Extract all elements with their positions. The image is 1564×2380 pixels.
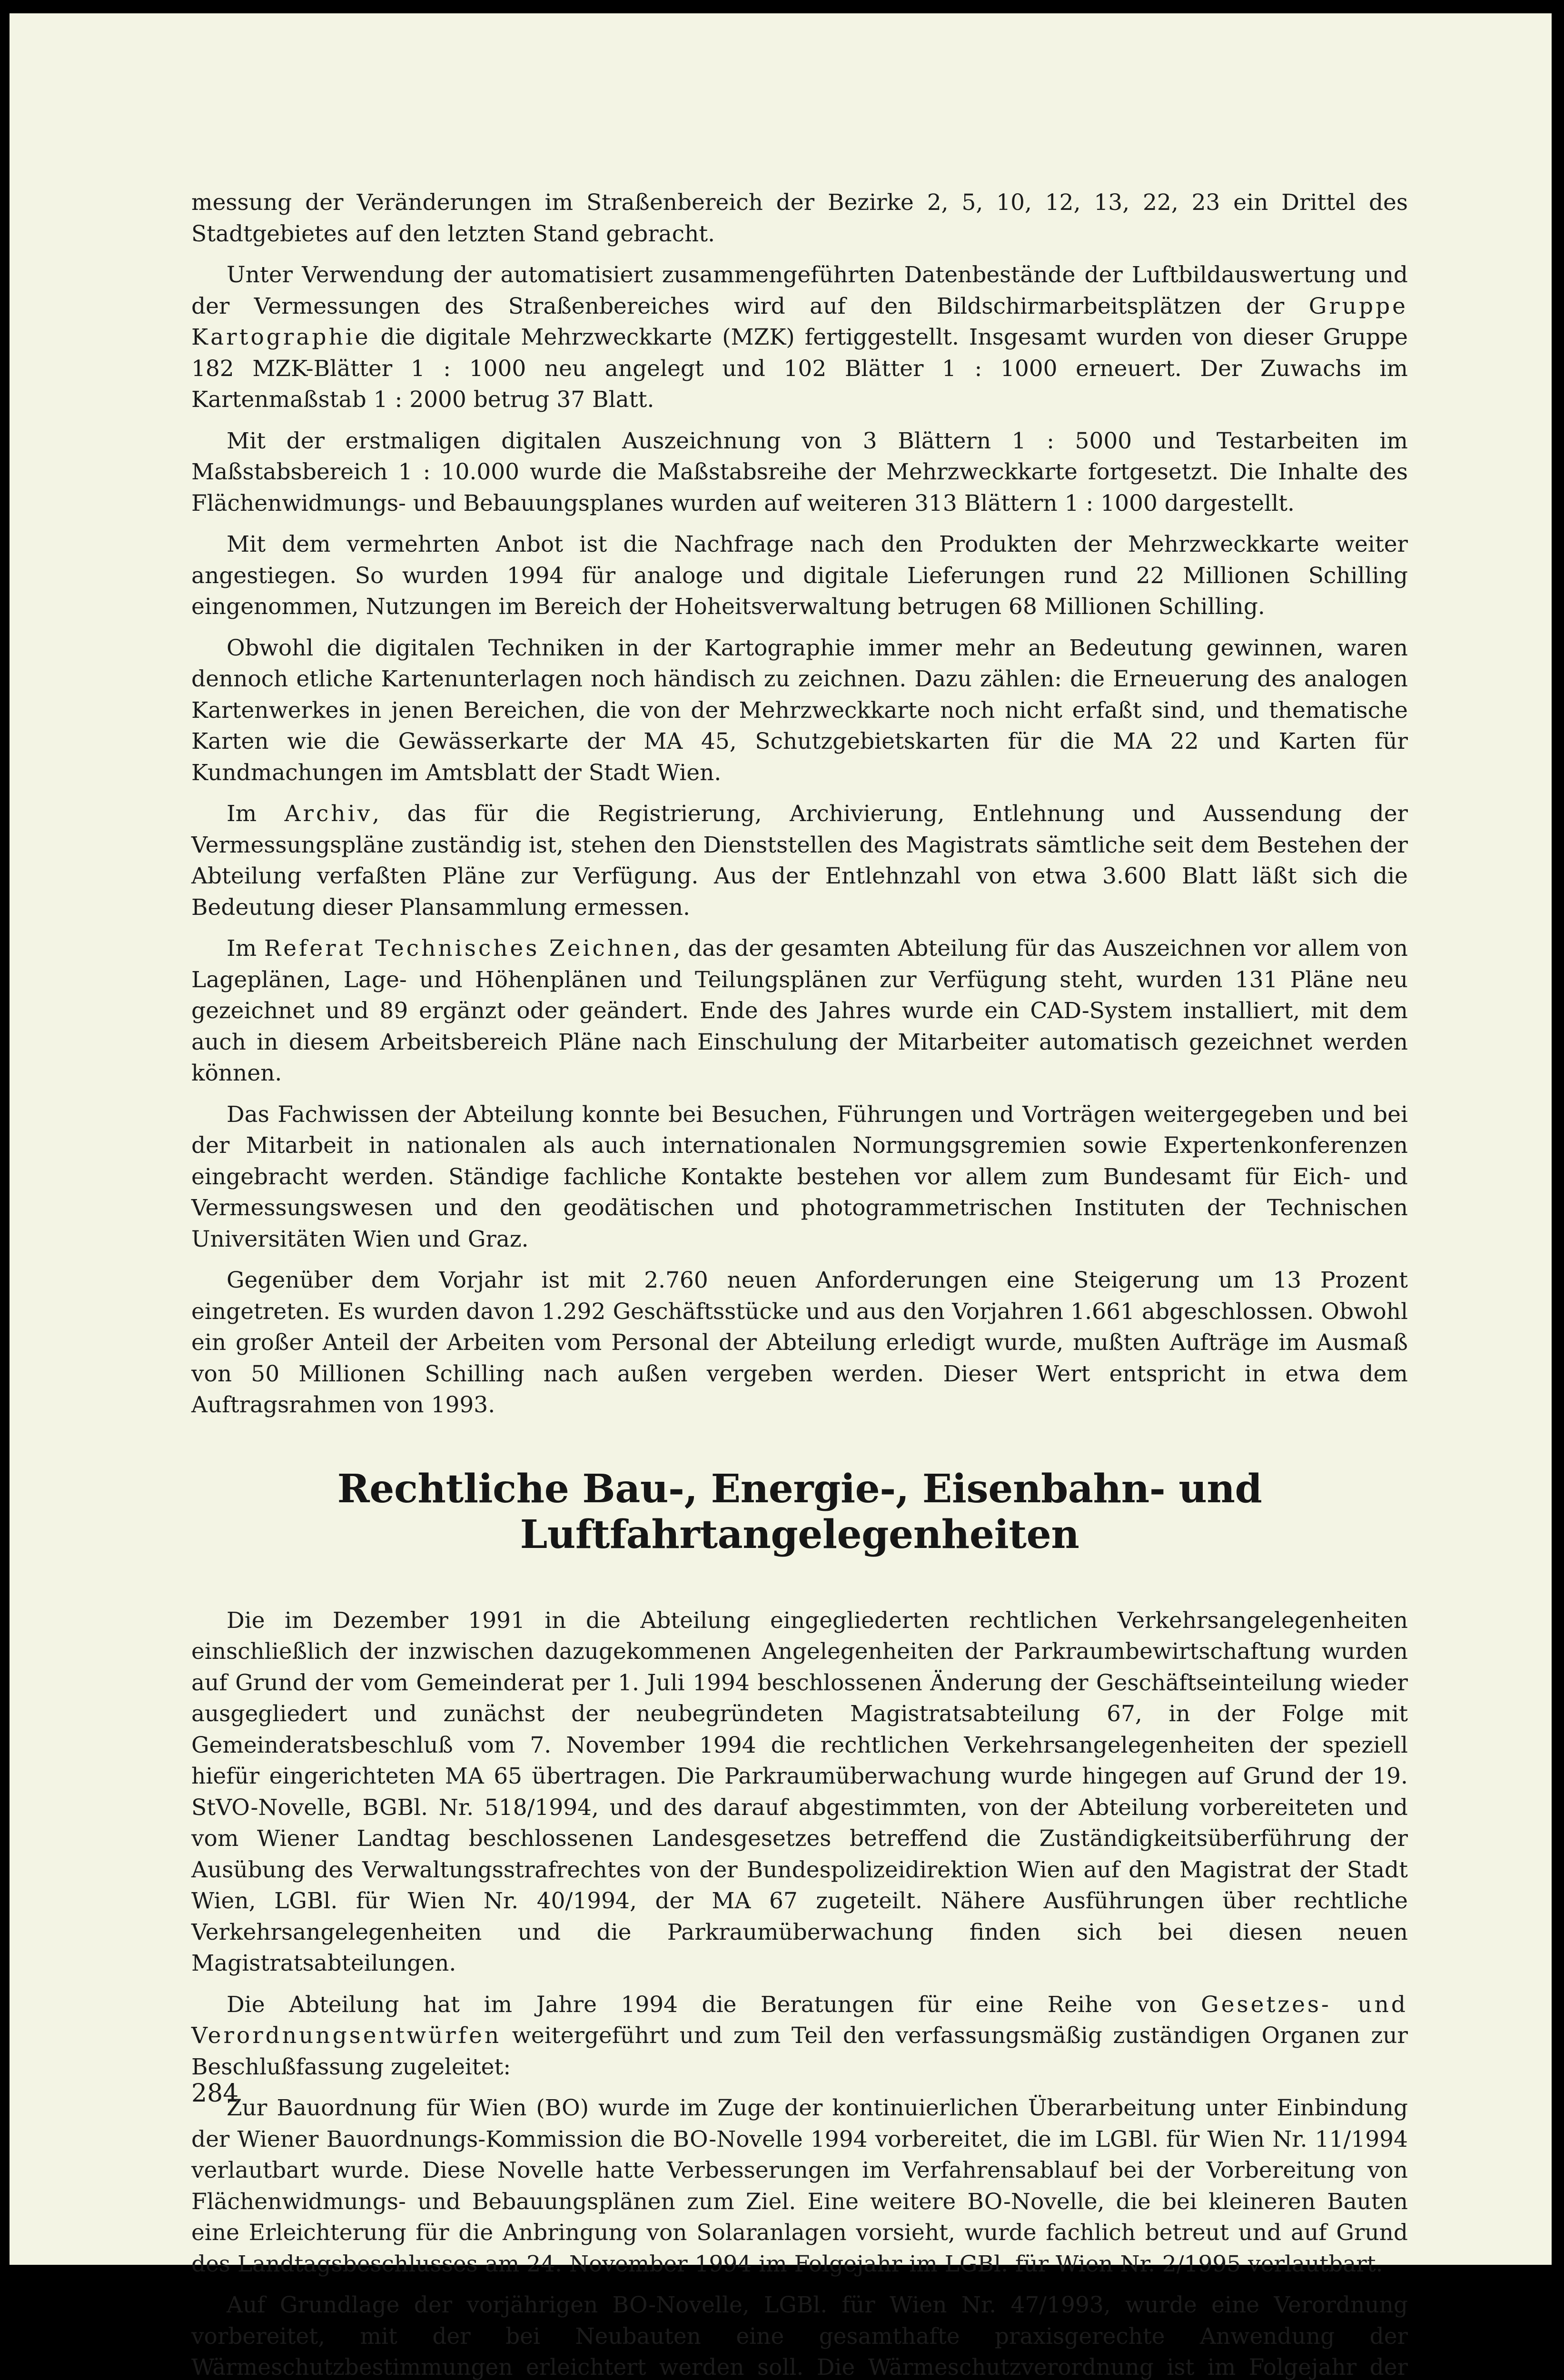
paragraph-bauordnung xyxy=(191,2092,1408,2280)
section-heading: Rechtliche Bau-, Energie-, Eisenbahn- und Luftfahrtangelegenheiten xyxy=(337,1466,1262,1557)
page-content xyxy=(191,187,1408,2380)
paragraph-text: Im xyxy=(227,935,264,962)
spaced-term: Referat Technisches Zeichnen xyxy=(264,935,673,962)
paragraph-text: , das für die Registrierung, Archivierung, Entlehnung und Aussendung der Vermessungspläne zuständig ist, stehen den Dienststellen des Magistrats sämtliche seit dem Bestehen der Abteilung verfaßten Pläne zur Verfügung. Aus der Entlehnzahl von etwa 3.600 Blatt läßt sich die Bedeutung dieser Plansammlung ermessen. xyxy=(191,801,1408,921)
paragraph-fachwissen xyxy=(191,1099,1408,1255)
paragraph-waermeschutz xyxy=(191,2290,1408,2380)
spaced-term: Gesetzes- und Verordnungsentwürfen xyxy=(191,1991,1408,2049)
paragraph-text: Unter Verwendung der automatisiert zusammengeführten Datenbestände der Luftbildauswertung und der Vermessungen des Straßenbereiches wird auf den Bildschirmarbeitsplätzen der xyxy=(191,262,1408,319)
spaced-term: Archiv xyxy=(284,801,373,827)
spaced-term: Gruppe Kartographie xyxy=(191,293,1408,350)
paragraph-continuation xyxy=(191,187,1408,249)
paragraph-text: , das der gesamten Abteilung für das Auszeichnen vor allem von Lageplänen, Lage- und Höhenplänen und Teilungsplänen zur Verfügung steht, wurden 131 Pläne neu gezeichnet und 89 ergänzt oder geändert. Ende des Jahres wurde ein CAD-System installiert, mit dem auch in diesem Arbeitsbereich Pläne nach Einschulung der Mitarbeiter automatisch gezeichnet werden können. xyxy=(191,935,1408,1086)
paragraph-text: Mit dem vermehrten Anbot ist die Nachfrage nach den Produkten der Mehrzweckkarte weiter angestiegen. So wurden 1994 für analoge und digitale Lieferungen rund 22 Millionen Schilling eingenommen, Nutzungen im Bereich der Hoheitsverwaltung betrugen 68 Millionen Schilling. xyxy=(191,531,1408,620)
paragraph-kartographie xyxy=(191,633,1408,789)
paragraph-text: Gegenüber dem Vorjahr ist mit 2.760 neuen Anforderungen eine Steigerung um 13 Prozent eingetreten. Es wurden davon 1.292 Geschäftsstücke und aus den Vorjahren 1.661 abgeschlossen. Obwohl ein großer Anteil der Arbeiten vom Personal der Abteilung erledigt wurde, mußten Aufträge im Ausmaß von 50 Millionen Schilling nach außen vergeben werden. Dieser Wert entspricht in etwa dem Auftragsrahmen von 1993. xyxy=(191,1267,1408,1418)
page-number: 284 xyxy=(191,2079,239,2108)
paragraph-text: Im xyxy=(227,801,285,827)
document-page xyxy=(10,13,1552,2380)
paragraph-archiv xyxy=(191,798,1408,923)
paragraph-technisches-zeichnen xyxy=(191,933,1408,1089)
paragraph-text: Auf Grundlage der vorjährigen BO-Novelle, LGBl. für Wien Nr. 47/1993, wurde eine Verordnung vorbereitet, mit der bei Neubauten eine gesamthafte praxisgerechte Anwendung der Wärmeschutzbestimmungen erleichtert werden soll. Die Wärmeschutzverordnung ist im Folgejahr der xyxy=(191,2292,1408,2380)
paragraph-text: Die im Dezember 1991 in die Abteilung eingegliederten rechtlichen Verkehrsangelegenheiten einschließlich der inzwischen dazugekommenen Angelegenheiten der Parkraumbewirtschaftung wurden auf Grund der vom Gemeinderat per 1. Juli 1994 beschlossenen Änderung der Geschäftseinteilung wieder ausgegliedert und zunächst der neubegründeten Magistratsabteilung 67, in der Folge mit Gemeinderatsbeschluß vom 7. November 1994 die rechtlichen Verkehrsangelegenheiten der speziell hiefür eingerichteten MA 65 übertragen. Die Parkraumüberwachung wurde hingegen auf Grund der 19. StVO-Novelle, BGBl. Nr. 518/1994, und des darauf abgestimmten, von der Abteilung vorbereiteten und vom Wiener Landtag beschlossenen Landesgesetzes betreffend die Zuständigkeitsüberführung der Ausübung des Verwaltungsstrafrechtes von der Bundespolizeidirektion Wien auf den Magistrat der Stadt Wien, LGBl. für Wien Nr. 40/1994, der MA 67 zugeteilt. Nähere Ausführungen über rechtliche Verkehrsangelegenheiten und die Parkraumüberwachung finden sich bei diesen neuen Magistratsabteilungen. xyxy=(191,1607,1408,1976)
paragraph-text: die digitale Mehrzweckkarte (MZK) fertiggestellt. Insgesamt wurden von dieser Gruppe 182 MZK-Blätter 1 : 1000 neu angelegt und 102 Blätter 1 : 1000 erneuert. Der Zuwachs im Kartenmaßstab 1 : 2000 betrug 37 Blatt. xyxy=(191,324,1408,413)
paragraph-text: messung der Veränderungen im Straßenbereich der Bezirke 2, 5, 10, 12, 13, 22, 23 ein Drittel des Stadtgebietes auf den letzten Stand gebracht. xyxy=(191,189,1408,247)
paragraph-massstabsreihe xyxy=(191,426,1408,519)
paragraph-text: Die Abteilung hat im Jahre 1994 die Beratungen für eine Reihe von xyxy=(227,1991,1201,2018)
paragraph-text: Zur Bauordnung für Wien (BO) wurde im Zuge der kontinuierlichen Überarbeitung unter Einbindung der Wiener Bauordnungs-Kommission die BO-Novelle 1994 vorbereitet, die im LGBl. für Wien Nr. 11/1994 verlautbart wurde. Diese Novelle hatte Verbesserungen im Verfahrensablauf bei der Vorbereitung von Flächenwidmungs- und Bebauungsplänen zum Ziel. Eine weitere BO-Novelle, die bei kleineren Bauten eine Erleichterung für die Anbringung von Solaranlagen vorsieht, wurde fachlich betreut und auf Grund des Landtagsbeschlusses am 24. November 1994 im Folgejahr im LGBl. für Wien Nr. 2/1995 verlautbart. xyxy=(191,2095,1408,2277)
paragraph-gesetzesentwuerfe xyxy=(191,1989,1408,2083)
paragraph-text: Obwohl die digitalen Techniken in der Kartographie immer mehr an Bedeutung gewinnen, waren dennoch etliche Kartenunterlagen noch händisch zu zeichnen. Dazu zählen: die Erneuerung des analogen Kartenwerkes in jenen Bereichen, die von der Mehrzweckkarte noch nicht erfaßt sind, und thematische Karten wie die Gewässerkarte der MA 45, Schutzgebietskarten für die MA 22 und Karten für Kundmachungen im Amtsblatt der Stadt Wien. xyxy=(191,635,1408,786)
paragraph-gruppe-kartographie xyxy=(191,259,1408,416)
paragraph-verkehrsangelegenheiten xyxy=(191,1605,1408,1979)
paragraph-nachfrage xyxy=(191,529,1408,623)
paragraph-anforderungen xyxy=(191,1265,1408,1421)
paragraph-text: weitergeführt und zum Teil den verfassungsmäßig zuständigen Organen zur Beschlußfassung zugeleitet: xyxy=(191,2023,1408,2080)
paragraph-text: Mit der erstmaligen digitalen Auszeichnung von 3 Blättern 1 : 5000 und Testarbeiten im Maßstabsbereich 1 : 10.000 wurde die Maßstabsreihe der Mehrzweckkarte fortgesetzt. Die Inhalte des Flächenwidmungs- und Bebauungsplanes wurden auf weiteren 313 Blättern 1 : 1000 dargestellt. xyxy=(191,427,1408,516)
paragraph-text: Das Fachwissen der Abteilung konnte bei Besuchen, Führungen und Vorträgen weitergegeben und bei der Mitarbeit in nationalen als auch internationalen Normungsgremien sowie Expertenkonferenzen eingebracht werden. Ständige fachliche Kontakte bestehen vor allem zum Bundesamt für Eich- und Vermessungswesen und den geodätischen und photogrammetrischen Instituten der Technischen Universitäten Wien und Graz. xyxy=(191,1101,1408,1252)
